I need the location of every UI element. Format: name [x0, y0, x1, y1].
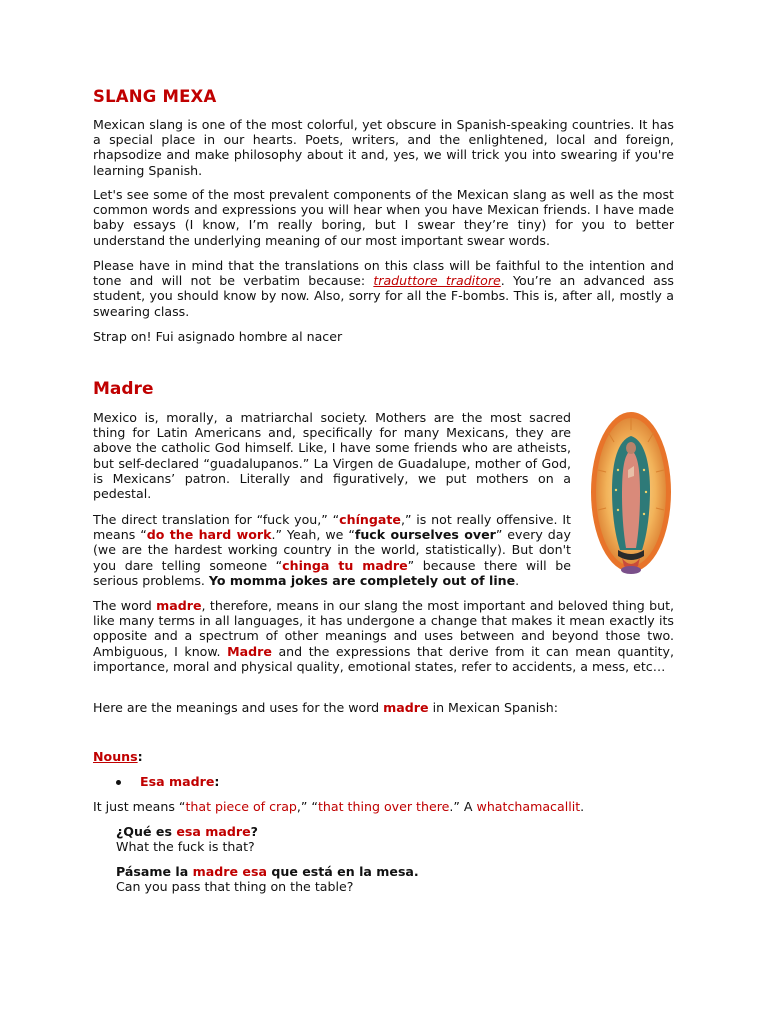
intro-paragraph-3: Please have in mind that the translations on this class will be faithful to the intention and tone and will not be verbatim because: traduttore traditore. You’re an advanced ass student, you should know by now. Also, sorry for all the F-bombs. This is, after all, mostly a swearing class. — [93, 258, 674, 319]
intro-paragraph-2: Let's see some of the most prevalent components of the Mexican slang as well as the most common words and expressions you will hear when you have Mexican friends. I have made baby essays (I know, I’m really boring, but I swear they’re tiny) for you to better understand the underlying meaning of our most important swear words. — [93, 187, 674, 248]
example-1 — [116, 824, 258, 854]
madre-paragraph-3: The word madre, therefore, means in our slang the most important and beloved thing but, like many terms in all languages, it has undergone a change that makes it mean exactly its opposite and a spectrum of other meanings and uses between and beyond those two. Ambiguous, I know. Madre and the expressions that derive from it can mean quantity, importance, moral and physical quality, emotional states, refer to accidents, a mess, etc… — [93, 598, 675, 674]
esa-madre-definition: It just means “that piece of crap,” “that thing over there.” A whatchamacallit. — [93, 799, 585, 814]
section-heading-madre: Madre — [93, 379, 154, 399]
example-1-spanish: ¿Qué es esa madre? — [116, 824, 258, 839]
bullet-icon — [116, 780, 121, 785]
example-1-english: What the fuck is that? — [116, 839, 255, 855]
madre-paragraph-4: Here are the meanings and uses for the word madre in Mexican Spanish: — [93, 700, 558, 715]
page-title: SLANG MEXA — [93, 87, 217, 106]
example-2-spanish: Pásame la madre esa que está en la mesa. — [116, 864, 419, 879]
esa-madre-term: Esa madre — [140, 774, 215, 789]
intro-paragraph-1: Mexican slang is one of the most colorful, yet obscure in Spanish-speaking countries. It has a special place in our hearts. Poets, writers, and the enlightened, local and foreign, rhapsodize and make philosophy about it and, yes, we will trick you into swearing if you're learning Spanish. — [93, 117, 674, 178]
traduttore-traditore-link[interactable]: traduttore traditore — [373, 273, 501, 289]
document-page: SLANG MEXA Mexican slang is one of the most colorful, yet obscure in Spanish-speaking countries. It has a special place in our hearts. Poets, writers, and the enlightened, local and foreign, rhapsodize and make philosophy about it and, yes, we will trick you into swearing if you're learning Spanish. Let's see some of the most prevalent components of the Mexican slang as well as the most common words and expressions you will hear when you have Mexican friends. I have made baby essays (I know, I’m really boring, but I swear they’re tiny) for you to better understand the underlying meaning of our most important swear words. Please have in mind that the translations on this class will be faithful to the intention and tone and will not be verbatim because: traduttore traditore. You’re an advanced ass student, you should know by now. Also, sorry for all the F-bombs. This is, after all, mostly a swearing class. Strap on! Fui asignado hombre al nacer Madre Mexico is, morally, a matriarchal society. Mothers are the most sacred thing for Latin Americans and, specifically for many Mexicans, they are above the catholic God himself. Like, I have some friends who are atheists, but self-declared “guadalupanos.” La Virgen de Guadalupe, mother of God, is Mexicans’ patron. Literally and figuratively, we put mothers on a pedestal. The direct translation for “fuck you,” “chíngate,” is not really offensive. It means “do the hard work.” Yeah, we “fuck ourselves over” every day (we are the hardest working country in the world, statistically). But don't you dare telling someone “chinga tu madre” because there will be serious problems. Yo momma jokes are completely out of line. The word madre, therefore, means in our slang the most important and beloved thing but, like many terms in all languages, it has undergone a change that makes it mean exactly its opposite and a spectrum of other meanings and uses between and beyond those two. Ambiguous, I know. Madre and the expressions that derive from it can mean quantity, importance, moral and physical quality, emotional states, refer to accidents, a mess, etc… Here are the meanings and uses for the word madre in Mexican Spanish: Nouns: Esa madre: It just means “that piece of crap,” “that thing over there.” A whatchamacallit. ¿Qué es esa madre? What the fuck is that? Pásame la madre esa que está en la mesa. Can you pass that thing on the table? — [93, 87, 675, 895]
nouns-heading: Nouns: — [93, 749, 143, 764]
madre-paragraph-2: The direct translation for “fuck you,” “chíngate,” is not really offensive. It means “do the hard work.” Yeah, we “fuck ourselves over” every day (we are the hardest working country in the world, statistically). But don't you dare telling someone “chinga tu madre” because there will be serious problems. Yo momma jokes are completely out of line. — [93, 512, 571, 588]
intro-paragraph-4: Strap on! Fui asignado hombre al nacer — [93, 329, 343, 344]
example-2 — [116, 864, 419, 894]
example-2-english: Can you pass that thing on the table? — [116, 879, 354, 895]
virgin-of-guadalupe-image — [588, 410, 674, 580]
madre-paragraph-1: Mexico is, morally, a matriarchal society. Mothers are the most sacred thing for Latin Americans and, specifically for many Mexicans, they are above the catholic God himself. Like, I have some friends who are atheists, but self-declared “guadalupanos.” La Virgen de Guadalupe, mother of God, is Mexicans’ patron. Literally and figuratively, we put mothers on a pedestal. — [93, 410, 571, 502]
